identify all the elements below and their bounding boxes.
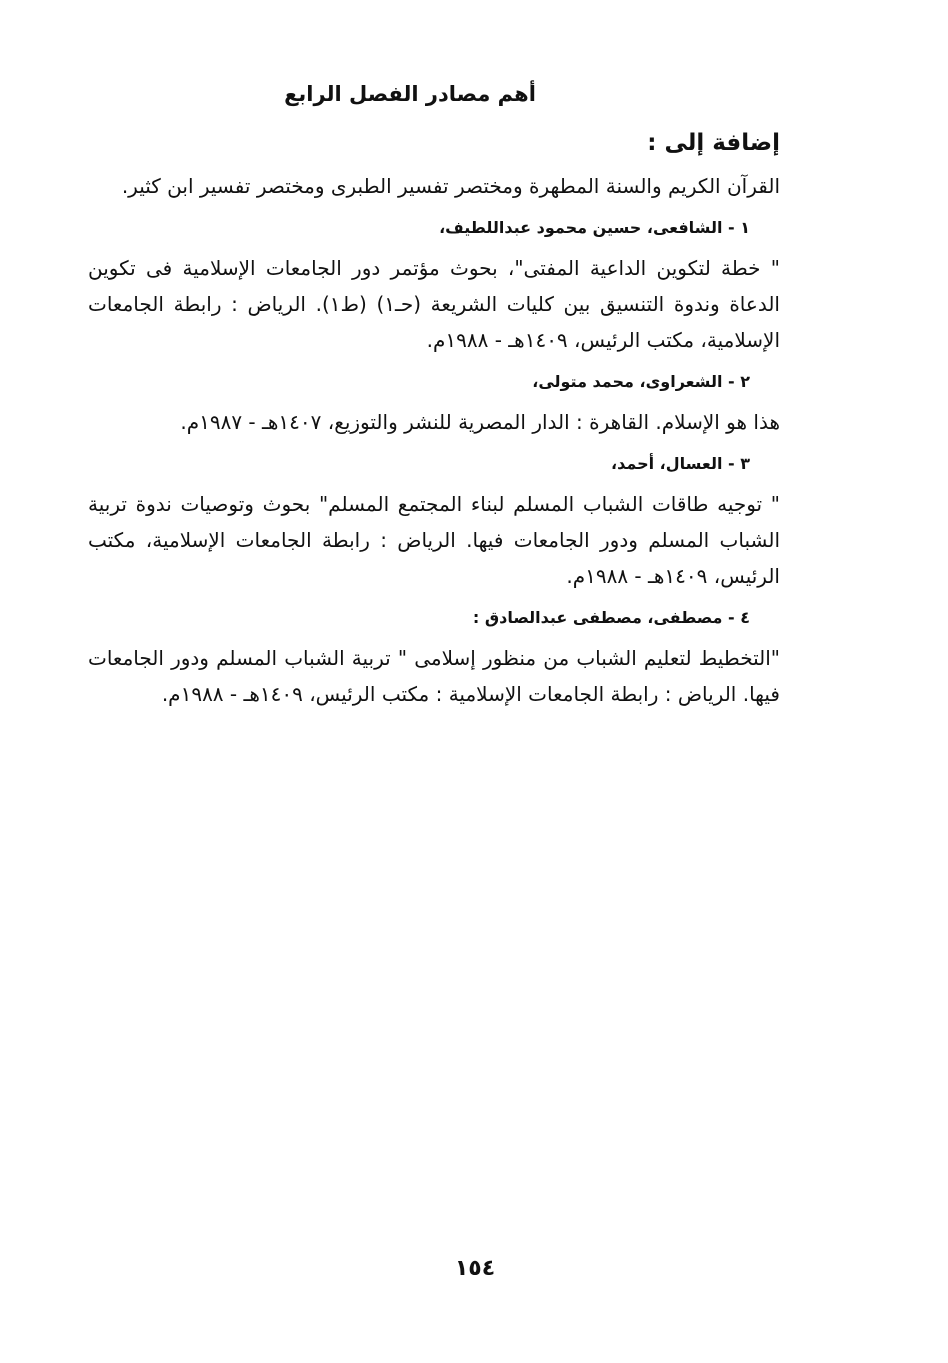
- reference-citation: هذا هو الإسلام. القاهرة : الدار المصرية للنشر والتوزيع، ١٤٠٧هـ - ١٩٨٧م.: [180, 410, 780, 434]
- reference-citation: "التخطيط لتعليم الشباب من منظور إسلامى " تربية الشباب المسلم ودور الجامعات فيها. الرياض : رابطة الجامعات الإسلامية : مكتب الرئيس، ١٤٠٩هـ - ١٩٨٨م.: [88, 646, 780, 706]
- page-title: أهم مصادر الفصل الرابع: [284, 82, 536, 106]
- intro-text: القرآن الكريم والسنة المطهرة ومختصر تفسير الطبرى ومختصر تفسير ابن كثير.: [121, 174, 780, 198]
- reference-item: [88, 602, 780, 712]
- page-number: ١٥٤: [454, 1256, 496, 1281]
- reference-item: [88, 366, 780, 440]
- reference-item: [88, 448, 780, 594]
- reference-author: ١ - الشافعى، حسين محمود عبداللطيف،: [439, 218, 750, 237]
- reference-author: ٢ - الشعراوى، محمد متولى،: [532, 372, 750, 391]
- reference-citation: " خطة لتكوين الداعية المفتى"، بحوث مؤتمر دور الجامعات الإسلامية فى تكوين الدعاة وندوة التنسيق بين كليات الشريعة (حـ١) (ط١). الرياض : رابطة الجامعات الإسلامية، مكتب الرئيس، ١٤٠٩هـ - ١٩٨٨م.: [88, 256, 780, 352]
- reference-author: ٤ - مصطفى، مصطفى عبدالصادق :: [472, 608, 750, 627]
- page-content: [88, 126, 780, 712]
- reference-item: [88, 212, 780, 358]
- intro-label: إضافة إلى :: [647, 130, 780, 156]
- reference-author: ٣ - العسال، أحمد،: [611, 454, 750, 473]
- reference-citation: " توجيه طاقات الشباب المسلم لبناء المجتمع المسلم" بحوث وتوصيات ندوة تربية الشباب المسلم ودور الجامعات فيها. الرياض : رابطة الجامعات الإسلامية، مكتب الرئيس، ١٤٠٩هـ - ١٩٨٨م.: [88, 492, 780, 588]
